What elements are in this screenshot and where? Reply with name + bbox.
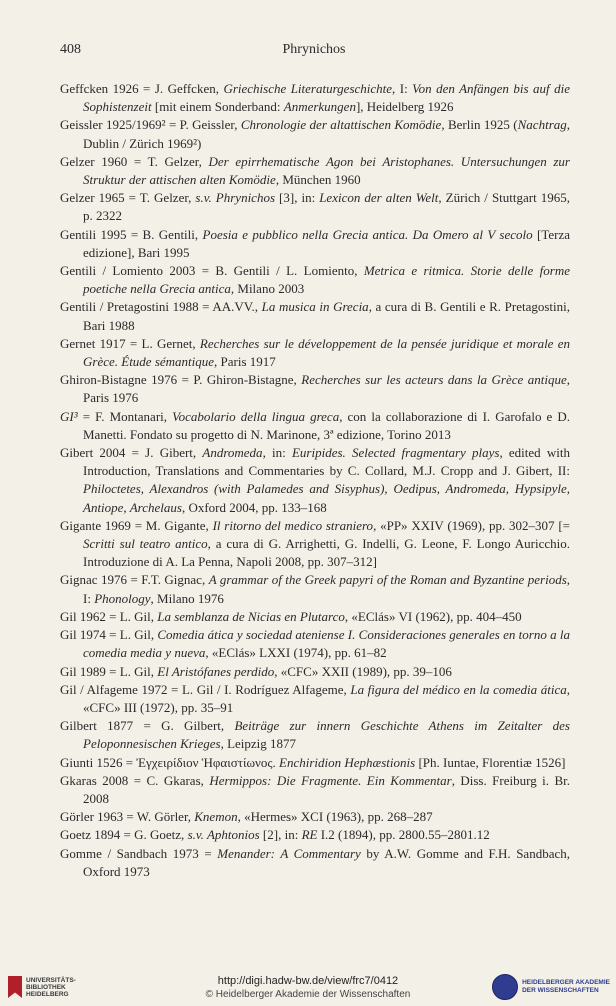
bib-text-segment: , «CFC» XXII (1989), pp. 39–106: [274, 663, 452, 679]
bib-text-segment: , in:: [262, 445, 292, 461]
bib-title-segment: Poesia e pubblico nella Grecia antica. Da Omero al V secolo: [202, 226, 533, 242]
bib-text-segment: [3], in:: [275, 190, 320, 206]
bib-text-segment: Gentili 1995 = B. Gentili,: [60, 226, 203, 242]
bib-title-segment: RE: [301, 827, 318, 843]
bib-text-segment: , Diss. Freiburg i. Br. 2008: [83, 772, 570, 806]
bib-title-segment: Griechische Literaturgeschichte: [223, 81, 393, 96]
bib-text-segment: , Oxford 2004, pp. 133–168: [181, 499, 327, 515]
bib-text-segment: Görler 1963 = W. Görler,: [60, 809, 195, 825]
academy-logo[interactable]: [492, 974, 610, 1000]
bib-text-segment: , Dublin / Zürich 1969²): [83, 117, 571, 151]
bib-text-segment: , con la collaborazione di I. Garofalo e D. Manetti. Fondato su progetto di N. Marinone, 3ª edizione, Torino 2013: [83, 408, 570, 442]
bib-title-segment: Euripides. Selected fragmentary plays: [291, 445, 500, 461]
bib-text-segment: , a cura di G. Arrighetti, G. Indelli, G. Leone, F. Longo Auricchio. Introduzione di A. La Penna, Napoli 2008, pp. 307–312]: [83, 536, 570, 570]
bib-title-segment: Chronologie der altattischen Komödie: [240, 117, 442, 133]
bib-text-segment: Gil / Alfageme 1972 = L. Gil / I. Rodríguez Alfageme,: [60, 681, 351, 697]
bib-text-segment: Geffcken 1926 = J. Geffcken,: [60, 81, 224, 96]
page-footer: [0, 964, 616, 1006]
bib-title-segment: Comedia ática y sociedad ateniense I. Consideraciones generales en torno a la comedia media y nueva: [83, 627, 571, 661]
bib-text-segment: Gil 1989 = L. Gil,: [60, 663, 158, 679]
academy-name: HEIDELBERGER AKADEMIE DER WISSENSCHAFTEN: [522, 979, 610, 994]
bib-entry: [60, 408, 570, 444]
bib-title-segment: Von den Anfängen bis auf die Sophistenzeit: [83, 81, 570, 115]
bib-text-segment: , Paris 1976: [83, 372, 570, 406]
bib-text-segment: Gil 1962 = L. Gil,: [60, 608, 158, 624]
bib-entry: [60, 808, 570, 826]
bib-text-segment: by A.W. Gomme and F.H. Sandbach, Oxford 1973: [83, 845, 570, 879]
bib-text-segment: , Paris 1917: [214, 354, 276, 370]
bib-text-segment: I.2 (1894), pp. 2800.55–2801.12: [317, 827, 490, 843]
bib-text-segment: Giunti 1526 = Ἐγχειρίδιον Ἡφαιστίωνος.: [60, 754, 280, 770]
bib-title-segment: La musica in Grecia: [261, 299, 369, 315]
bib-entry: [60, 116, 570, 152]
bib-entry: [60, 571, 570, 607]
bib-title-segment: La figura del médico en la comedia ática: [350, 681, 567, 697]
bib-text-segment: , Berlin 1925 (: [441, 117, 518, 133]
bib-text-segment: = F. Montanari,: [77, 408, 173, 424]
bib-text-segment: , «EClás» LXXI (1974), pp. 61–82: [205, 645, 387, 661]
bib-entry: [60, 845, 570, 881]
bib-title-segment: Phonology: [94, 590, 151, 606]
bib-text-segment: Gentili / Pretagostini 1988 = AA.VV.,: [60, 299, 262, 315]
bib-title-segment: Andromeda: [202, 445, 263, 461]
bib-title-segment: GI³: [60, 408, 78, 424]
bib-entry: [60, 608, 570, 626]
bib-title-segment: Beiträge zur innern Geschichte Athens im Zeitalter des Peloponnesischen Krieges: [83, 718, 570, 752]
bib-text-segment: , «EClás» VI (1962), pp. 404–450: [344, 608, 522, 624]
bib-entry: [60, 826, 570, 844]
bib-text-segment: Gilbert 1877 = G. Gilbert,: [60, 718, 235, 734]
bib-title-segment: s.v. Aphtonios: [187, 827, 260, 843]
bib-text-segment: , «PP» XXIV (1969), pp. 302–307 [=: [373, 517, 570, 533]
bib-text-segment: ], Heidelberg 1926: [355, 99, 454, 115]
bib-title-segment: s.v. Phrynichos: [195, 190, 276, 206]
bib-text-segment: [2], in:: [259, 827, 302, 843]
bib-text-segment: , Leipzig 1877: [220, 736, 297, 752]
bib-title-segment: El Aristófanes perdido: [157, 663, 275, 679]
bib-entry: [60, 262, 570, 298]
bib-entry: [60, 663, 570, 681]
bib-entry: [60, 754, 570, 772]
bib-text-segment: Gignac 1976 = F.T. Gignac,: [60, 572, 209, 588]
bib-text-segment: Gibert 2004 = J. Gibert,: [60, 445, 203, 461]
bib-text-segment: Ghiron-Bistagne 1976 = P. Ghiron-Bistagne,: [60, 372, 302, 388]
bib-text-segment: [Terza edizione], Bari 1995: [83, 226, 570, 260]
bib-title-segment: Il ritorno del medico straniero: [212, 517, 374, 533]
bib-text-segment: , Milano 1976: [150, 590, 224, 606]
bib-entry: [60, 189, 570, 225]
bib-title-segment: Knemon: [194, 809, 238, 825]
bib-title-segment: A grammar of the Greek papyri of the Roman and Byzantine periods: [208, 572, 567, 588]
bib-entry: [60, 153, 570, 189]
bib-entry: [60, 681, 570, 717]
bib-text-segment: Goetz 1894 = G. Goetz,: [60, 827, 188, 843]
bib-text-segment: Gil 1974 = L. Gil,: [60, 627, 158, 643]
bib-title-segment: Nachtrag: [517, 117, 567, 133]
bib-text-segment: , Zürich / Stuttgart 1965, p. 2322: [83, 190, 570, 224]
bib-text-segment: , «CFC» III (1972), pp. 35–91: [83, 681, 570, 715]
bib-entry: [60, 444, 570, 517]
bib-title-segment: Hermippos: Die Fragmente. Ein Kommentar: [209, 772, 452, 788]
bib-entry: [60, 517, 570, 572]
bib-text-segment: , «Hermes» XCI (1963), pp. 268–287: [237, 809, 433, 825]
bib-text-segment: Gernet 1917 = L. Gernet,: [60, 335, 200, 351]
bib-title-segment: Menander: A Commentary: [217, 845, 361, 861]
bib-text-segment: Gomme / Sandbach 1973 =: [60, 845, 218, 861]
bib-text-segment: , I:: [83, 572, 571, 606]
bib-text-segment: , a cura di B. Gentili e R. Pretagostini, Bari 1988: [83, 299, 570, 333]
bib-title-segment: Recherches sur les acteurs dans la Grèce antique: [301, 372, 567, 388]
library-name: UNIVERSITÄTS- BIBLIOTHEK HEIDELBERG: [26, 976, 76, 998]
bib-title-segment: Vocabolario della lingua greca: [172, 408, 340, 424]
permalink-url[interactable]: http://digi.hadw-bw.de/view/frc7/0412: [217, 975, 399, 987]
bib-text-segment: Geissler 1925/1969² = P. Geissler,: [60, 117, 241, 133]
bib-text-segment: Gelzer 1960 = T. Gelzer,: [60, 153, 209, 169]
bib-title-segment: Philoctetes, Alexandros (with Palamedes and Sisyphus), Oedipus, Andromeda, Hypsipyle, Antiope, Archelaus: [83, 481, 570, 515]
bib-entry: [60, 80, 570, 116]
bib-text-segment: , I:: [392, 81, 413, 96]
bib-entry: [60, 335, 570, 371]
bib-entry: [60, 717, 570, 753]
bib-text-segment: Gkaras 2008 = C. Gkaras,: [60, 772, 210, 788]
bib-title-segment: Scritti sul teatro antico: [83, 536, 208, 552]
running-head: Phrynichos: [282, 42, 346, 57]
bib-entry: [60, 298, 570, 334]
bib-entry: [60, 626, 570, 662]
bib-title-segment: Enchiridion Hephæstionis: [279, 754, 416, 770]
bib-text-segment: , München 1960: [275, 172, 361, 188]
bib-title-segment: Metrica e ritmica. Storie delle forme poetiche nella Grecia antica: [83, 263, 570, 297]
bib-text-segment: [Ph. Iuntae, Florentiæ 1526]: [415, 754, 566, 770]
bib-text-segment: Gigante 1969 = M. Gigante,: [60, 517, 213, 533]
bib-text-segment: , edited with Introduction, Translations and Commentaries by C. Collard, M.J. Cropp and J. Gibert, II:: [83, 445, 570, 479]
copyright-notice: © Heidelberger Akademie der Wissenschaften: [205, 989, 411, 1000]
bib-title-segment: Der epirrhematische Agon bei Aristophanes. Untersuchungen zur Struktur der attischen alten Komödie: [83, 153, 570, 188]
bib-title-segment: Recherches sur le développement de la pensée juridique et morale en Grèce. Étude sémantique: [83, 335, 570, 370]
bib-title-segment: Anmerkungen: [283, 99, 356, 115]
bib-text-segment: [mit einem Sonderband:: [151, 99, 284, 115]
bib-entry: [60, 371, 570, 407]
bib-text-segment: Gelzer 1965 = T. Gelzer,: [60, 190, 196, 206]
bibliography-list: [60, 80, 570, 881]
bib-entry: [60, 772, 570, 808]
page-header: [60, 42, 568, 62]
bib-entry: [60, 226, 570, 262]
page-number: 408: [60, 42, 81, 57]
bib-title-segment: La semblanza de Nicias en Plutarco: [157, 608, 345, 624]
bib-title-segment: Lexicon der alten Welt: [319, 190, 439, 206]
bib-text-segment: Gentili / Lomiento 2003 = B. Gentili / L. Lomiento,: [60, 263, 364, 279]
academy-seal-icon: [492, 974, 518, 1000]
bib-text-segment: , Milano 2003: [230, 281, 305, 297]
